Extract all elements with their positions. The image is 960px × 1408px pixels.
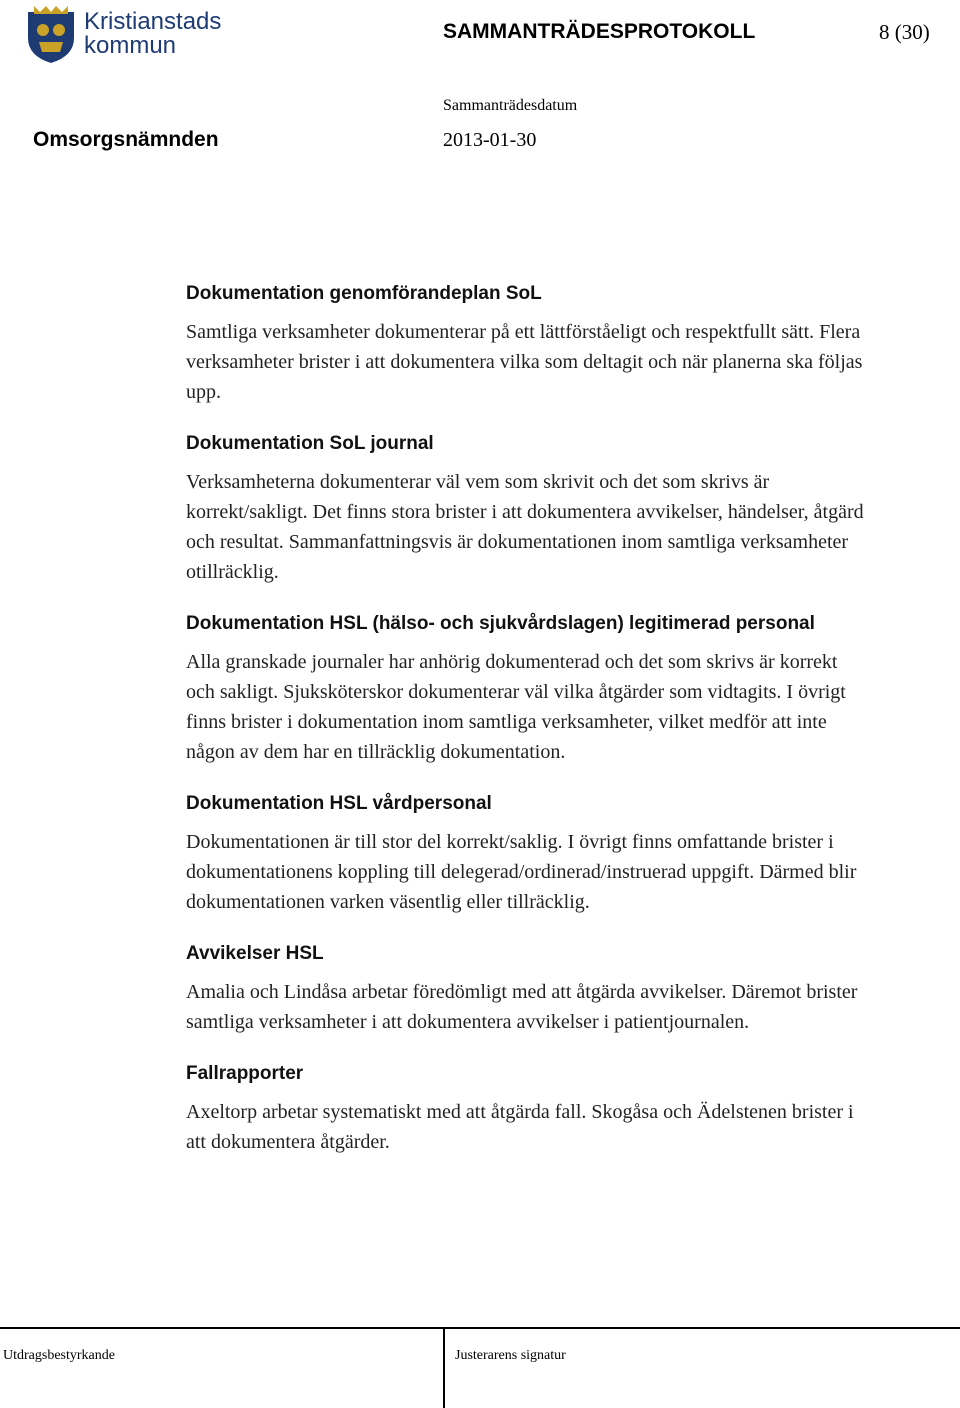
footer-column-divider (443, 1329, 445, 1408)
section-genomforandeplan (186, 282, 866, 407)
section-fallrapporter (186, 1062, 866, 1157)
section-text: Samtliga verksamheter dokumenterar på ett lättförståeligt och respektfullt sätt. Flera verksamheter brister i att dokumentera vilka som deltagit och när planerna ska följas upp. (186, 321, 863, 403)
section-text: Axeltorp arbetar systematiskt med att åtgärda fall. Skogåsa och Ädelstenen brister i att dokumentera åtgärder. (186, 1101, 854, 1153)
section-sol-journal (186, 432, 866, 587)
section-hsl-vardpersonal (186, 792, 866, 917)
coat-of-arms-icon (24, 4, 78, 64)
meeting-date: 2013-01-30 (443, 129, 537, 151)
section-heading: Dokumentation SoL journal (186, 433, 434, 454)
committee-name: Omsorgsnämnden (33, 128, 219, 151)
section-text: Amalia och Lindåsa arbetar föredömligt med att åtgärda avvikelser. Däremot brister samtliga verksamheter i att dokumentera avvikelser i patientjournalen. (186, 981, 858, 1033)
footer-divider (0, 1327, 960, 1329)
section-text: Verksamheterna dokumenterar väl vem som skrivit och det som skrivs är korrekt/sakligt. Det finns stora brister i att dokumentera avvikelser, händelser, åtgärd och resultat. Sammanfattningsvis är dokumentationen inom samtliga verksamheter otillräcklig. (186, 471, 864, 583)
footer-extract-certification: Utdragsbestyrkande (3, 1348, 115, 1363)
document-title: SAMMANTRÄDESPROTOKOLL (443, 20, 756, 43)
document-body (186, 282, 866, 1182)
section-heading: Dokumentation genomförandeplan SoL (186, 283, 542, 304)
section-hsl-legitimerad (186, 612, 866, 767)
section-heading: Avvikelser HSL (186, 943, 324, 964)
page-number: 8 (30) (879, 20, 930, 44)
date-label: Sammanträdesdatum (443, 97, 578, 114)
footer-adjuster-signature: Justerarens signatur (455, 1348, 566, 1363)
section-text: Alla granskade journaler har anhörig dokumenterad och det som skrivs är korrekt och sakligt. Sjuksköterskor dokumenterar väl vilka åtgärder som vidtagits. I övrigt finns brister i dokumentation inom samtliga verksamheter, vilket medför att inte någon av dem har en tillräcklig dokumentation. (186, 651, 846, 763)
municipality-logo (24, 4, 224, 66)
logo-line-2: kommun (84, 32, 177, 59)
logo-line-1: Kristianstads (84, 8, 222, 35)
section-avvikelser-hsl (186, 942, 866, 1037)
section-heading: Dokumentation HSL vårdpersonal (186, 793, 492, 814)
section-heading: Fallrapporter (186, 1063, 304, 1084)
section-text: Dokumentationen är till stor del korrekt/saklig. I övrigt finns omfattande brister i dokumentationens koppling till delegerad/ordinerad/instruerad uppgift. Därmed blir dokumentationen varken väsentlig eller tillräcklig. (186, 831, 857, 913)
section-heading: Dokumentation HSL (hälso- och sjukvårdslagen) legitimerad personal (186, 613, 815, 634)
